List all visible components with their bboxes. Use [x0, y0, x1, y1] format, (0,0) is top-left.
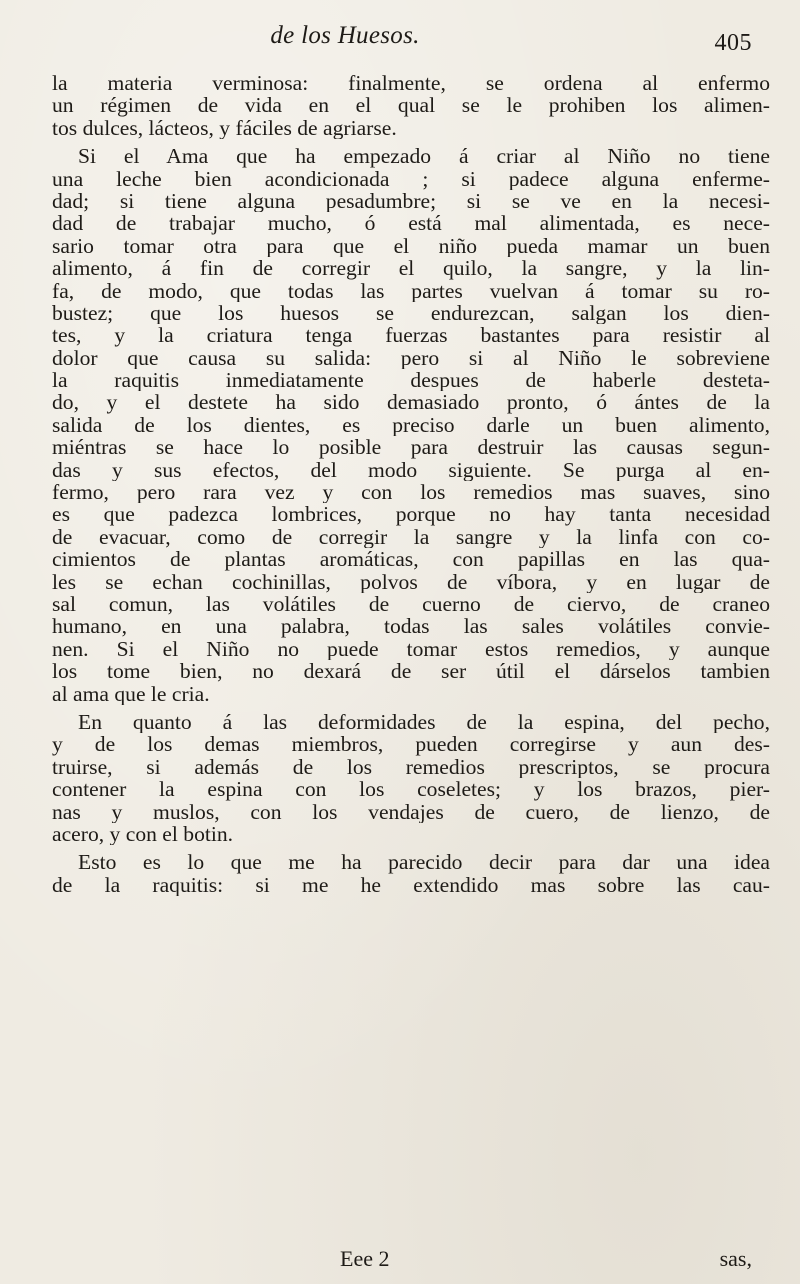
text-line: contener la espina con los coseletes; y los brazos, pier- [52, 778, 770, 801]
running-head [0, 18, 800, 62]
text-line: los tome bien, no dexará de ser útil el dárselos tambien [52, 660, 770, 683]
text-line: cimientos de plantas aromáticas, con papillas en las qua- [52, 548, 770, 571]
text-line: tes, y la criatura tenga fuerzas bastantes para resistir al [52, 324, 770, 347]
paragraph [52, 851, 770, 896]
text-line: acero, y con el botin. [52, 822, 234, 846]
catchword: sas, [719, 1246, 752, 1271]
body-text [52, 72, 770, 896]
text-line: de evacuar, como de corregir la sangre y la linfa con co- [52, 525, 770, 549]
text-line: sal comun, las volátiles de cuerno de ciervo, de craneo [52, 592, 770, 616]
text-line: una leche bien acondicionada ; si padece alguna enferme- [52, 167, 770, 190]
text-line: un régimen de vida en el qual se le prohiben los alimen- [52, 94, 770, 117]
paragraph [52, 711, 770, 845]
text-line: truirse, si además de los remedios prescriptos, se procura [52, 755, 770, 779]
text-line: dad de trabajar mucho, ó está mal alimentada, es nece- [52, 212, 770, 235]
text-line: y de los demas miembros, pueden corregirse y aun des- [52, 733, 770, 756]
text-line: sario tomar otra para que el niño pueda mamar un buen [52, 234, 770, 258]
text-line: la raquitis inmediatamente despues de haberle desteta- [52, 369, 770, 392]
text-line: nen. Si el Niño no puede tomar estos remedios, y aunque [52, 637, 770, 661]
text-line: de la raquitis: si me he extendido mas sobre las cau- [52, 873, 770, 897]
text-line: salida de los dientes, es preciso darle un buen alimento, [52, 413, 770, 437]
text-line: En quanto á las deformidades de la espina, del pecho, [78, 710, 770, 734]
page-number: 405 [714, 30, 752, 56]
text-line: Si el Ama que ha empezado á criar al Niño no tiene [78, 145, 770, 168]
text-line: nas y muslos, con los vendajes de cuero, de lienzo, de [52, 800, 770, 823]
text-line: dad; si tiene alguna pesadumbre; si se ve en la necesi- [52, 189, 770, 213]
running-title: de los Huesos. [270, 22, 420, 49]
text-line: miéntras se hace lo posible para destruir las causas segun- [52, 436, 770, 459]
text-line: do, y el destete ha sido demasiado pronto, ó ántes de la [52, 391, 770, 414]
text-line: humano, en una palabra, todas las sales volátiles convie- [52, 615, 770, 638]
text-line: alimento, á fin de corregir el quilo, la sangre, y la lin- [52, 257, 770, 280]
text-line: fermo, pero rara vez y con los remedios mas suaves, sino [52, 481, 770, 504]
paragraph [52, 72, 770, 139]
text-line: dolor que causa su salida: pero si al Niño le sobreviene [52, 346, 770, 370]
paragraph [52, 145, 770, 705]
page-footer [0, 1246, 800, 1276]
text-line: fa, de modo, que todas las partes vuelvan á tomar su ro- [52, 279, 770, 302]
text-line: la materia verminosa: finalmente, se ordena al enfermo [52, 72, 770, 95]
printer-signature-mark: Eee 2 [340, 1246, 390, 1271]
text-line: das y sus efectos, del modo siguiente. Se purga al en- [52, 458, 770, 482]
text-line: les se echan cochinillas, polvos de víbora, y en lugar de [52, 570, 770, 593]
text-line: bustez; que los huesos se endurezcan, salgan los dien- [52, 301, 770, 325]
text-line: Esto es lo que me ha parecido decir para dar una idea [78, 851, 770, 874]
text-line: al ama que le cria. [52, 682, 210, 705]
text-line: es que padezca lombrices, porque no hay tanta necesidad [52, 503, 770, 526]
text-line: tos dulces, lácteos, y fáciles de agriarse. [52, 116, 397, 140]
